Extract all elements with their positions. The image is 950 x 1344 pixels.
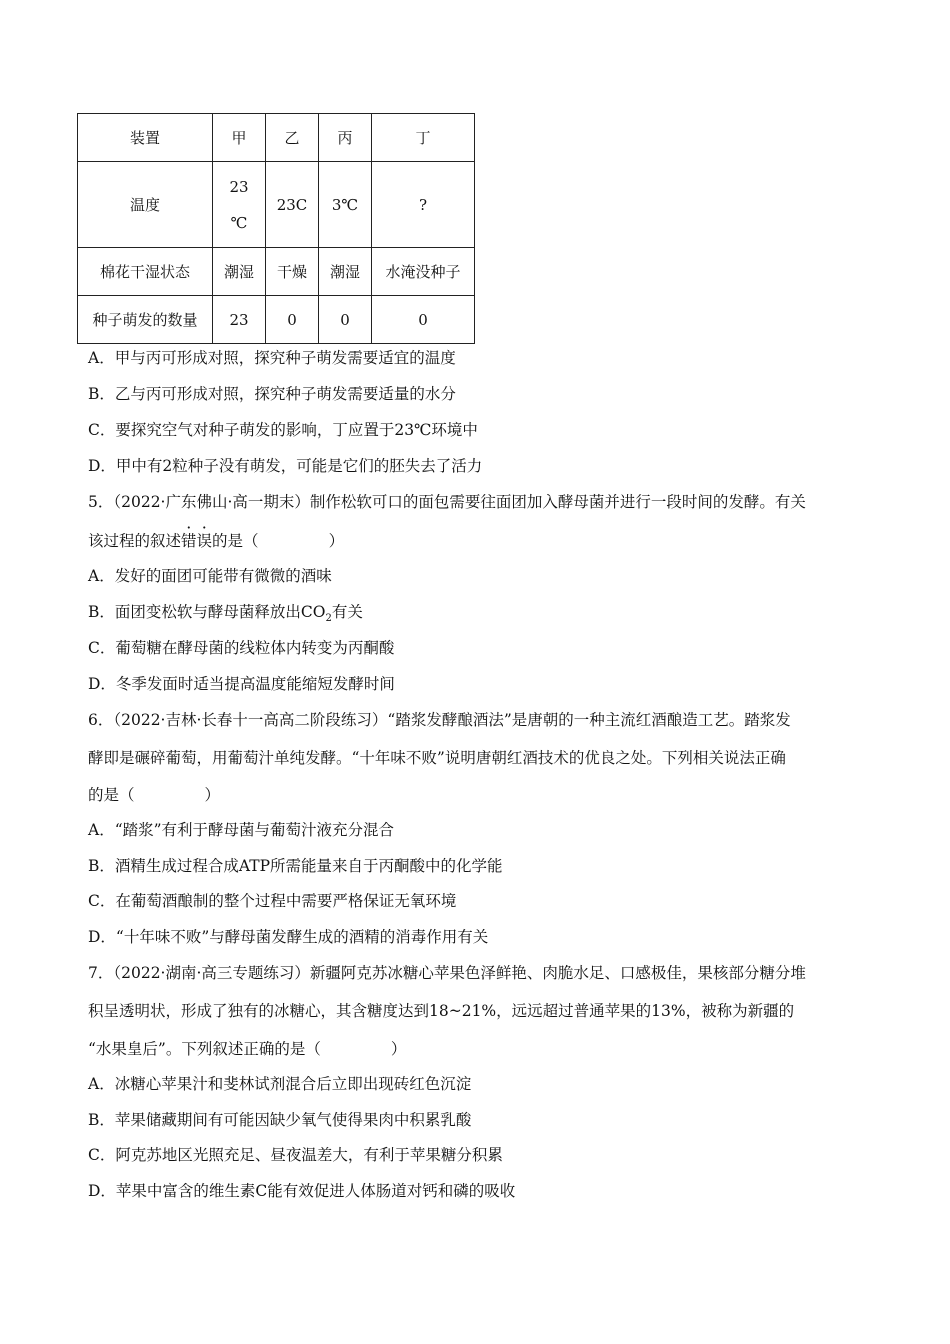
subscript: 2 (325, 613, 332, 625)
q7-option-d: D．苹果中富含的维生素C能有效促进人体肠道对钙和磷的吸收 (88, 1182, 516, 1200)
q6-option-b: B．酒精生成过程合成ATP所需能量来自于丙酮酸中的化学能 (88, 857, 503, 875)
table-cell: 潮湿 (213, 248, 266, 296)
table-row-label: 温度 (78, 162, 213, 248)
q7-stem-line1: 7．（2022·湖南·高三专题练习）新疆阿克苏冰糖心苹果色泽鲜艳、肉脆水足、口感极佳，果核部分糖分堆 (88, 964, 806, 982)
q5-stem-line2 (88, 531, 344, 551)
temp-unit: ℃ (230, 213, 248, 232)
q7-option-a: A．冰糖心苹果汁和斐林试剂混合后立即出现砖红色沉淀 (88, 1075, 472, 1093)
q6-stem-text: ） (204, 786, 221, 804)
q5-stem-text: 该过程的叙述 (88, 532, 182, 550)
q5-stem-line1: 5．（2022·广东佛山·高一期末）制作松软可口的面包需要往面团加入酵母菌并进行一段时间的发酵。有关 (88, 493, 806, 511)
q4-option-b: B．乙与丙可形成对照，探究种子萌发需要适量的水分 (88, 385, 456, 403)
table-header-cell: 甲 (213, 114, 266, 162)
table-row (78, 114, 475, 162)
q5-option-d: D．冬季发面时适当提高温度能缩短发酵时间 (88, 675, 395, 693)
table-cell: 3℃ (319, 162, 372, 248)
q6-option-a: A．“踏浆”有利于酵母菌与葡萄汁液充分混合 (88, 821, 395, 839)
q4-option-d: D．甲中有2粒种子没有萌发，可能是它们的胚失去了活力 (88, 457, 483, 475)
q5-option-a: A．发好的面团可能带有微微的酒味 (88, 567, 332, 585)
q6-stem-text: 的是（ (88, 786, 135, 804)
table-header-cell: 装置 (78, 114, 213, 162)
q7-stem-line2: 积呈透明状，形成了独有的冰糖心，其含糖度达到18~21%，远远超过普通苹果的13%，被称为新疆的 (88, 1002, 795, 1020)
table-row (78, 248, 475, 296)
q6-option-c: C．在葡萄酒酿制的整个过程中需要严格保证无氧环境 (88, 892, 457, 910)
q6-option-d: D．“十年味不败”与酵母菌发酵生成的酒精的消毒作用有关 (88, 928, 489, 946)
q5-stem-text: ） (328, 532, 345, 550)
table-cell: 潮湿 (319, 248, 372, 296)
q7-option-b: B．苹果储藏期间有可能因缺少氧气使得果肉中积累乳酸 (88, 1111, 472, 1129)
table-cell: 水淹没种子 (372, 248, 475, 296)
table-cell: 23 (213, 296, 266, 344)
table-cell: 0 (319, 296, 372, 344)
q5-option-b-text: 有关 (331, 603, 363, 621)
q5-option-c: C．葡萄糖在酵母菌的线粒体内转变为丙酮酸 (88, 639, 395, 657)
table-cell: 23C (266, 162, 319, 248)
q7-option-c: C．阿克苏地区光照充足、昼夜温差大，有利于苹果糖分积累 (88, 1146, 503, 1164)
table-row-label: 种子萌发的数量 (78, 296, 213, 344)
table-header-cell: 乙 (266, 114, 319, 162)
table-row (78, 162, 475, 248)
q6-stem-line1: 6．（2022·吉林·长春十一高高二阶段练习）“踏浆发酵酿酒法”是唐朝的一种主流红酒酿造工艺。踏浆发 (88, 711, 791, 729)
table-row-label: 棉花干湿状态 (78, 248, 213, 296)
q4-option-c: C．要探究空气对种子萌发的影响，丁应置于23℃环境中 (88, 421, 478, 439)
table-cell: 0 (266, 296, 319, 344)
q5-emphasis-char: 错 (181, 532, 197, 550)
table-header-cell: 丁 (372, 114, 475, 162)
table-cell: 干燥 (266, 248, 319, 296)
table-cell (213, 162, 266, 248)
experiment-table (77, 113, 475, 344)
q7-stem-text: “水果皇后”。下列叙述正确的是（ (88, 1040, 321, 1058)
q5-stem-text: 的是（ (212, 532, 259, 550)
table-row (78, 296, 475, 344)
q7-stem-line3 (88, 1039, 406, 1059)
q7-stem-text: ） (390, 1040, 407, 1058)
q5-option-b-text: B．面团变松软与酵母菌释放出CO (88, 603, 326, 621)
q6-stem-line3 (88, 785, 220, 805)
table-header-cell: 丙 (319, 114, 372, 162)
q6-stem-line2: 酵即是碾碎葡萄，用葡萄汁单纯发酵。“十年味不败”说明唐朝红酒技术的优良之处。下列相关说法正确 (88, 749, 786, 767)
q5-emphasis-char: 误 (196, 532, 213, 550)
q5-option-b (88, 602, 363, 629)
table-cell: ? (372, 162, 475, 248)
q4-option-a: A．甲与丙可形成对照，探究种子萌发需要适宜的温度 (88, 349, 456, 367)
temp-value: 23 (229, 177, 249, 196)
table-cell: 0 (372, 296, 475, 344)
